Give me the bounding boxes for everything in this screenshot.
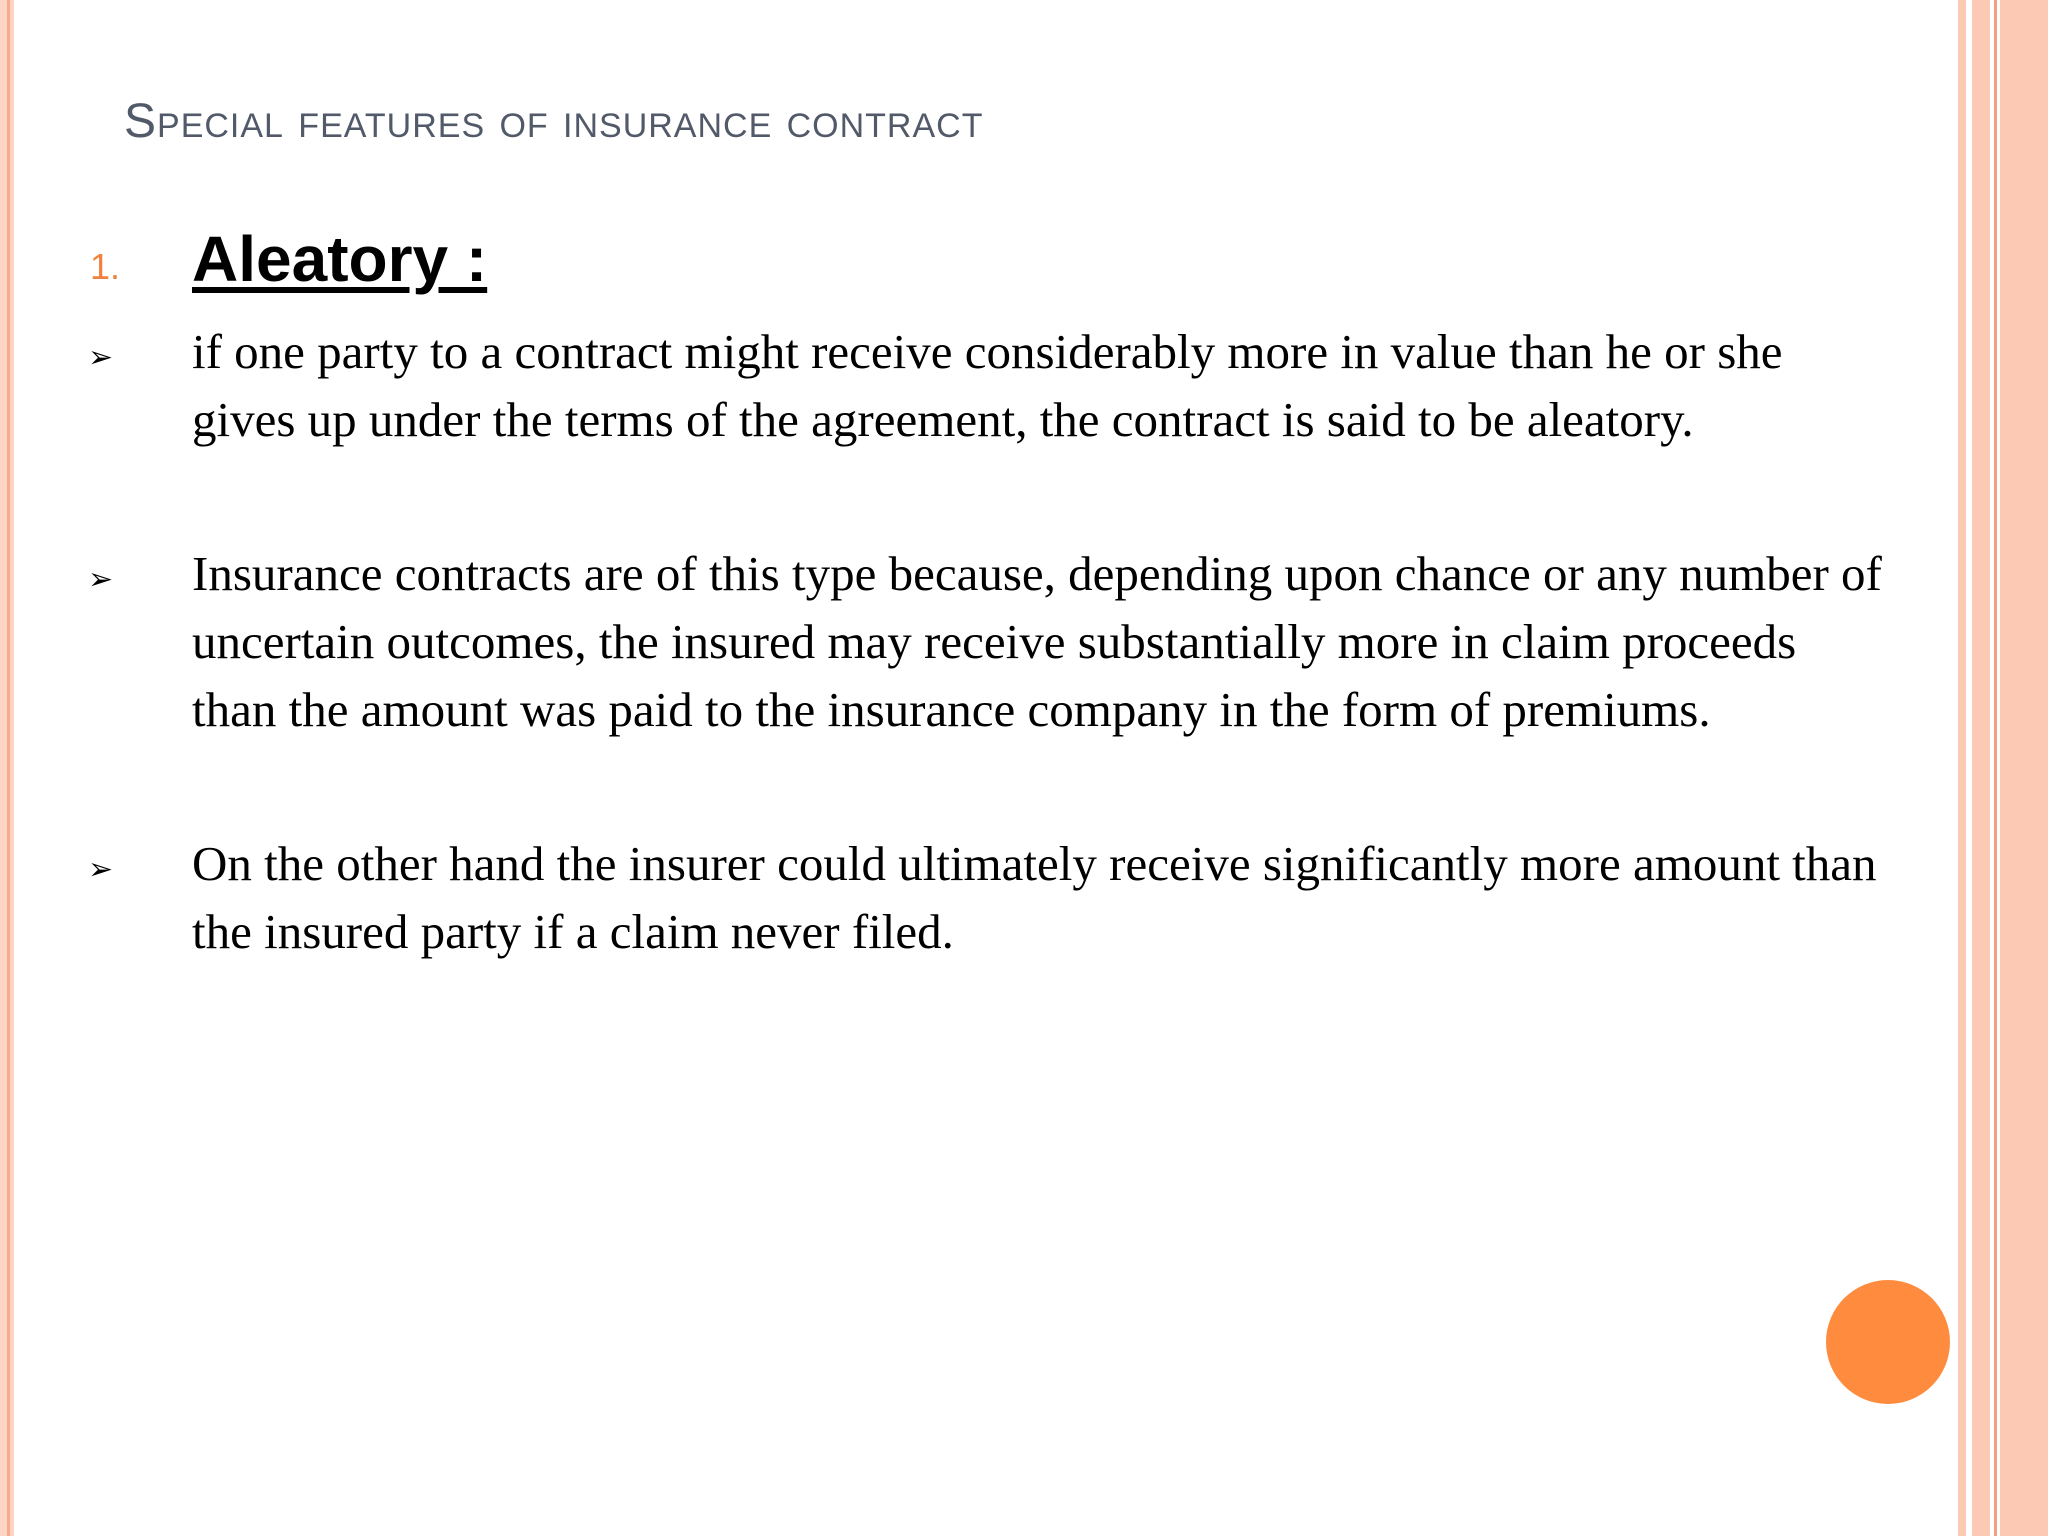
- left-decorative-line: [7, 0, 10, 1536]
- right-decorative-band: [2000, 0, 2048, 1536]
- bullet-arrow-icon: ➢: [88, 852, 114, 887]
- right-decorative-band: [1972, 0, 1990, 1536]
- bullet-text: Insurance contracts are of this type because, depending upon chance or any number of uncertain outcomes, the insured may receive substantially more in claim proceeds than the amount was paid to the insurance company in the form of premiums.: [192, 546, 1882, 737]
- orange-circle-decoration: [1826, 1280, 1950, 1404]
- slide-title: Special features of insurance contract: [124, 95, 984, 148]
- right-decorative-line: [1994, 0, 1997, 1536]
- bullet-arrow-icon: ➢: [88, 340, 114, 375]
- right-decorative-band: [1958, 0, 1966, 1536]
- section-number: 1.: [90, 246, 121, 287]
- bullet-text: if one party to a contract might receive considerably more in value than he or she gives up under the terms of the agreement, the contract is said to be aleatory.: [192, 324, 1783, 447]
- bullet-arrow-icon: ➢: [88, 562, 114, 597]
- section-heading: Aleatory :: [192, 223, 488, 295]
- bullet-text: On the other hand the insurer could ultimately receive significantly more amount than the insured party if a claim never filed.: [192, 836, 1877, 959]
